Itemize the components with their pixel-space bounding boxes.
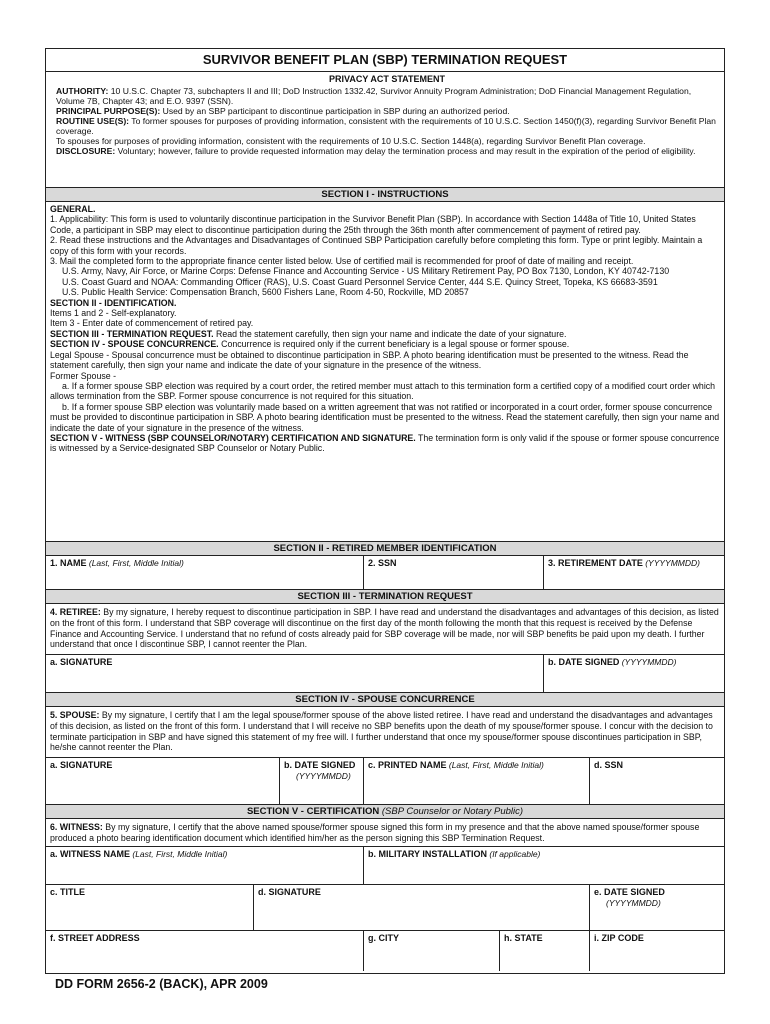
witness-signature-field[interactable] — [254, 885, 590, 930]
s4-instr: SECTION IV - SPOUSE CONCURRENCE. Concurrence is required only if the current beneficiary is a legal spouse or former spouse. — [50, 339, 570, 350]
address-phs: U.S. Public Health Service: Compensation Branch, 5600 Fishers Lane, Room 4-50, Rockville, MD 20857 — [62, 287, 469, 298]
spouse-ssn-field[interactable] — [590, 758, 724, 804]
military-installation-label: b. MILITARY INSTALLATION (If applicable) — [368, 849, 541, 859]
identification-row — [46, 556, 724, 590]
military-installation-field[interactable] — [364, 847, 724, 884]
witness-row-1 — [46, 847, 724, 885]
spouse-signature-label: a. SIGNATURE — [50, 760, 113, 770]
street-address-field[interactable] — [46, 931, 364, 971]
s4-legal: Legal Spouse - Spousal concurrence must be obtained to discontinue participation in SBP. A photo bearing identification must be presented to the witness. Read the statement carefully, then sign your name and indicate the date of your signature in the presence of the witness. — [50, 349, 689, 371]
routine-use: ROUTINE USE(S): To former spouses for purposes of providing information, consistent with the requirements of 10 U.S.C. Section 1450(f)(3), regarding Survivor Benefit Plan coverage. — [56, 116, 716, 136]
form-title: SURVIVOR BENEFIT PLAN (SBP) TERMINATION REQUEST — [46, 49, 724, 72]
spouse-ssn-label: d. SSN — [594, 760, 624, 770]
witness-row-2 — [46, 885, 724, 931]
retiree-date-label: b. DATE SIGNED (YYYYMMDD) — [548, 657, 677, 667]
s4-former-a: a. If a former spouse SBP election was required by a court order, the retired member must attach to this termination form a certified copy of a modified court order which allows termination from the SBP. Former spouse concurrence is not required for this situation. — [50, 380, 716, 402]
instr-p2: 2. Read these instructions and the Advantages and Disadvantages of Continued SBP Participation carefully before completing this form. Type or print legibly. Maintain a copy of this form with your records. — [50, 235, 703, 256]
retiree-date-field[interactable] — [544, 655, 724, 692]
routine-use-2: To spouses for purposes of providing information, consistent with the requirements of 10 U.S.C. Section 1448(a), regarding Survivor Benefit Plan coverage. — [56, 136, 646, 146]
retiree-statement: 4. RETIREE: By my signature, I hereby request to discontinue participation in SBP. I have read and understand the disadvantages and advantages of this decision, as listed on the front of this form. I understand that SBP coverage will discontinue on the first day of the month following the month that this request is received by the Defense Finance and Accounting Service. I understand that no refund of costs already paid for SBP coverage will be made, nor will SBP benefits be paid upon my death. I further understand that once I discontinue SBP, I cannot reenter the Plan. — [46, 604, 724, 655]
spouse-name-label: c. PRINTED NAME (Last, First, Middle Initial) — [368, 760, 544, 770]
zip-code-label: i. ZIP CODE — [594, 933, 644, 943]
retiree-signature-label: a. SIGNATURE — [50, 657, 113, 667]
spouse-date-label: b. DATE SIGNED — [284, 760, 356, 770]
section-1-header: SECTION I - INSTRUCTIONS — [46, 188, 724, 202]
spouse-date-field[interactable] — [280, 758, 364, 804]
witness-date-field[interactable] — [590, 885, 724, 930]
s3-instr: SECTION III - TERMINATION REQUEST. Read the statement carefully, then sign your name and indicate the date of your signature. — [50, 328, 567, 339]
witness-title-field[interactable] — [46, 885, 254, 930]
section-5-header: SECTION V - CERTIFICATION (SBP Counselor or Notary Public) — [46, 805, 724, 819]
ssn-label: 2. SSN — [368, 558, 397, 568]
witness-statement: 6. WITNESS: By my signature, I certify that the above named spouse/former spouse signed this form in my presence and that the above named spouse/former spouse produced a photo bearing identification document which identified him/her as the person signing this SBP Termination Request. — [46, 819, 724, 847]
city-label: g. CITY — [368, 933, 399, 943]
section-4-header: SECTION IV - SPOUSE CONCURRENCE — [46, 693, 724, 707]
privacy-header: PRIVACY ACT STATEMENT — [328, 74, 445, 84]
address-army: U.S. Army, Navy, Air Force, or Marine Corps: Defense Finance and Accounting Service - US Military Retirement Pay, PO Box 7130, London, KY 40742-7130 — [62, 266, 670, 277]
s5-instr: SECTION V - WITNESS (SBP COUNSELOR/NOTARY) CERTIFICATION AND SIGNATURE. The termination form is only valid if the spouse or former spouse concurrence is witnessed by a Service-designated SBP Counselor or Notary Public. — [50, 432, 720, 454]
witness-row-3 — [46, 931, 724, 971]
state-label: h. STATE — [504, 933, 543, 943]
witness-date-label: e. DATE SIGNED — [594, 887, 665, 897]
zip-code-field[interactable] — [590, 931, 724, 971]
retirement-date-field[interactable] — [544, 556, 724, 589]
s2-item3: Item 3 - Enter date of commencement of retired pay. — [50, 318, 254, 329]
principal-purpose: PRINCIPAL PURPOSE(S): Used by an SBP participant to discontinue participation in SBP during an authorized period. — [56, 106, 510, 116]
s4-former: Former Spouse - — [50, 370, 116, 381]
street-address-label: f. STREET ADDRESS — [50, 933, 140, 943]
authority: AUTHORITY: 10 U.S.C. Chapter 73, subchapters II and III; DoD Instruction 1332.42, Survivor Annuity Program Administration; DoD Financial Management Regulation, Volume 7B, Chapter 43; and E.O. 9397 (SSN). — [56, 86, 692, 106]
witness-title-label: c. TITLE — [50, 887, 86, 897]
s2-instr-heading: SECTION II - IDENTIFICATION. — [50, 297, 177, 308]
instructions — [46, 202, 724, 542]
witness-name-field[interactable] — [46, 847, 364, 884]
spouse-row — [46, 758, 724, 805]
address-coast-guard: U.S. Coast Guard and NOAA: Commanding Officer (RAS), U.S. Coast Guard Personnel Service Center, 444 S.E. Quincy Street, Topeka, KS 66683-3591 — [62, 276, 658, 287]
witness-signature-label: d. SIGNATURE — [258, 887, 321, 897]
ssn-field[interactable] — [364, 556, 544, 589]
spouse-signature-field[interactable] — [46, 758, 280, 804]
city-field[interactable] — [364, 931, 500, 971]
privacy-act-statement — [46, 72, 724, 188]
retiree-signature-row — [46, 655, 724, 693]
retiree-signature-field[interactable] — [46, 655, 544, 692]
instr-p1: 1. Applicability: This form is used to voluntarily discontinue participation in the Survivor Benefit Plan (SBP). In accordance with Section 1448a of Title 10, United States Code, a participant in SBP may elect to discontinue participation during the 25th through the 36th month after commencement of payment of retired pay. — [50, 214, 696, 235]
sbp-termination-form — [45, 48, 725, 974]
state-field[interactable] — [500, 931, 590, 971]
s2-items12: Items 1 and 2 - Self-explanatory. — [50, 308, 177, 319]
witness-name-label: a. WITNESS NAME (Last, First, Middle Initial) — [50, 849, 228, 859]
retirement-date-label: 3. RETIREMENT DATE (YYYYMMDD) — [548, 558, 700, 568]
section-2-header: SECTION II - RETIRED MEMBER IDENTIFICATION — [46, 542, 724, 556]
spouse-name-field[interactable] — [364, 758, 590, 804]
witness-date-hint: (YYYYMMDD) — [606, 898, 661, 908]
instr-p3: 3. Mail the completed form to the appropriate finance center listed below. Use of certified mail is recommended for proof of date of mailing and receipt. — [50, 256, 634, 267]
name-field[interactable] — [46, 556, 364, 589]
form-number: DD FORM 2656-2 (BACK), APR 2009 — [55, 977, 268, 991]
spouse-date-hint: (YYYYMMDD) — [296, 771, 351, 781]
name-label: 1. NAME (Last, First, Middle Initial) — [50, 558, 184, 568]
spouse-statement: 5. SPOUSE: By my signature, I certify that I am the legal spouse/former spouse of the above listed retiree. I have read and understand the disadvantages and advantages of this decision, as listed on the front of this form. I understand that I will receive no SBP benefits upon the death of my spouse/former spouse. I concur with the decision to terminate participation in SBP and have signed this statement of my free will. I further understand that once my spouse/former spouse discontinues participation in SBP, he/she cannot reenter the Plan. — [46, 707, 724, 758]
general-heading: GENERAL. — [50, 204, 96, 214]
section-3-header: SECTION III - TERMINATION REQUEST — [46, 590, 724, 604]
disclosure: DISCLOSURE: Voluntary; however, failure to provide requested information may delay the termination process and may result in the expiration of the period of eligibility. — [56, 146, 696, 156]
s4-former-b: b. If a former spouse SBP election was voluntarily made based on a written agreement that was not ratified or incorporated in a court order, former spouse concurrence must be provided to discontinue participation in SBP. A photo bearing identification must be presented to the witness. Read the statement carefully, then sign your name and indicate the date of your signature in the presence of the witness. — [50, 401, 720, 433]
